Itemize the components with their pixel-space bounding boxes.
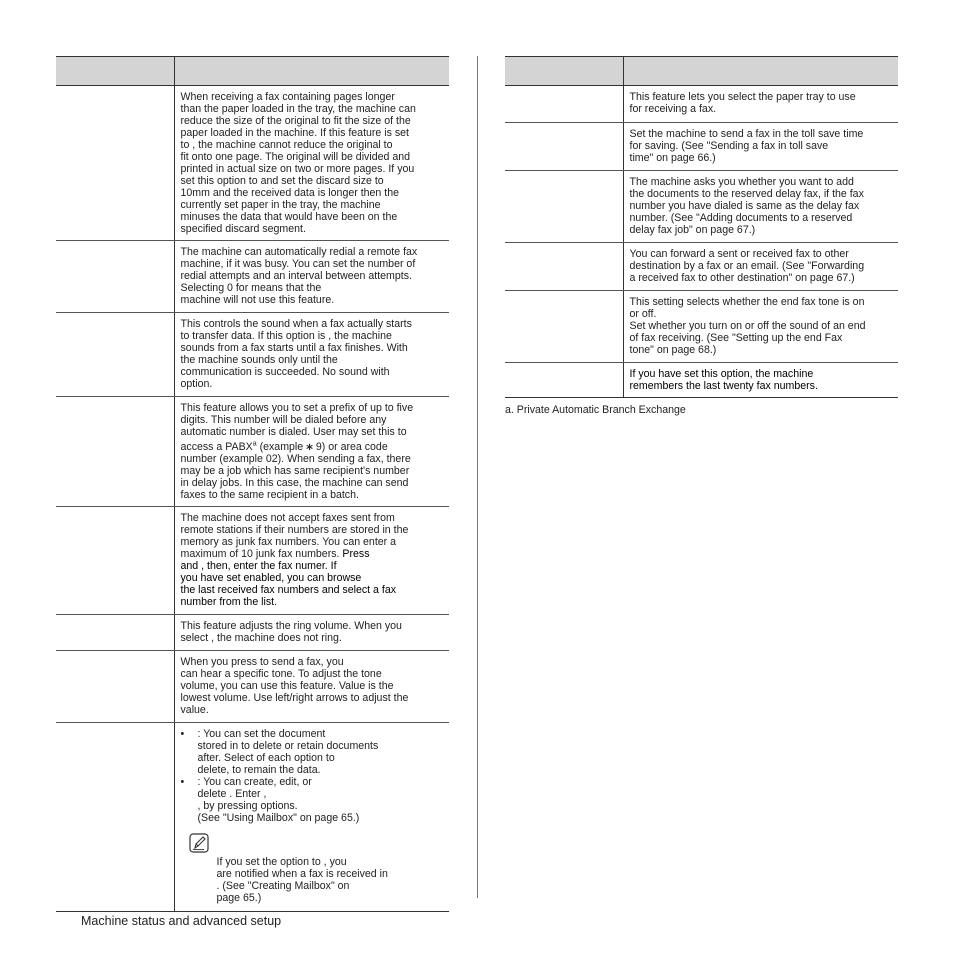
table-header-row — [56, 57, 449, 86]
row-description: If you have set this option, the machine remembers the last twenty fax numbers. — [629, 368, 818, 392]
table-row — [56, 723, 449, 912]
row-description: Set the machine to send a fax in the toll save time for saving. (See "Sending a fax in toll save time" on page 66.) — [629, 128, 864, 164]
footnote: a. Private Automatic Branch Exchange — [505, 404, 686, 416]
table-row — [56, 507, 449, 615]
table-row — [505, 86, 898, 123]
row-description: The machine does not accept faxes sent from remote stations if their numbers are stored in the memory as junk fax numbers. You can enter a maximum of 10 junk fax numbers. Press and , then, enter the fax numer. If you have set enabled, you can browse the last received fax numbers and select a fax number from the list. — [180, 512, 409, 608]
option-cell — [56, 507, 174, 615]
option-cell — [505, 291, 623, 363]
row-description: When you press to send a fax, you can hear a specific tone. To adjust the tone volume, you can use this feature. Value is the lowest volume. Use left/right arrows to adjust the value. — [180, 656, 409, 716]
row-description: This controls the sound when a fax actually starts to transfer data. If this option is , the machine sounds from a fax starts until a fax finishes. With the machine sounds only until the communication is succeeded. No sound with option. — [180, 318, 412, 390]
option-cell — [56, 397, 174, 507]
option-cell — [56, 313, 174, 397]
row-description: This setting selects whether the end fax tone is on or off. Set whether you turn on or off the sound of an end of fax receiving. (See "Setting up the end Fax tone" on page 68.) — [629, 296, 866, 356]
option-cell — [505, 363, 623, 398]
option-cell — [505, 123, 623, 171]
row-description: This feature lets you select the paper tray to use for receiving a fax. — [629, 91, 856, 115]
row-description: When receiving a fax containing pages longer than the paper loaded in the tray, the machine can reduce the size of the original to fit the size of the paper loaded in the machine. If this feature is set to , the machine cannot reduce the original to fit onto one page. The original will be divided and printed in actual size on two or more pages. If you set this option to and set the discard size to 10mm and the received data is longer then the currently set paper in the tray, the machine minuses the data that would have been on the specified discard segment. — [180, 91, 416, 235]
page-footer: Machine status and advanced setup — [81, 914, 282, 928]
star-key-icon: ⁎ — [306, 438, 313, 453]
option-cell — [56, 615, 174, 651]
option-cell — [505, 171, 623, 243]
option-cell — [505, 243, 623, 291]
table-row — [56, 313, 449, 397]
table-row — [505, 243, 898, 291]
row-description: The machine can automatically redial a remote fax machine, if it was busy. You can set the number of redial attempts and an interval between attempts. Selecting 0 for means that the machine will not use this feature. — [180, 246, 418, 306]
right-settings-table — [505, 56, 898, 398]
table-row — [56, 86, 449, 241]
option-cell — [56, 651, 174, 723]
option-cell — [56, 241, 174, 313]
row-description: The machine asks you whether you want to add the documents to the reserved delay fax, if the fax number you have dialed is same as the delay fax number. (See "Adding documents to a reserved delay fax job" on page 67.) — [629, 176, 864, 236]
column-divider — [477, 56, 478, 898]
option-cell — [56, 723, 174, 912]
header-cell-option — [505, 57, 623, 86]
table-row — [505, 291, 898, 363]
note-pencil-icon — [189, 833, 209, 853]
table-row — [505, 123, 898, 171]
table-header-row — [505, 57, 898, 86]
row-description: This feature allows you to set a prefix of up to five digits. This number will be dialed before any automatic number is dialed. User may set this to access a PABX$^a$ (example ⁎ 9) or area code number (example 02). When sending a fax, there may be a job which has same recipient's number in delay jobs. In this case, the machine can send faxes to the same recipient in a batch. — [180, 402, 414, 501]
table-row — [56, 651, 449, 723]
table-row — [56, 241, 449, 313]
row-description: You can forward a sent or received fax to other destination by a fax or an email. (See "Forwarding a received fax to other destination" on page 67.) — [629, 248, 865, 284]
left-settings-table — [56, 56, 449, 912]
header-cell-description — [623, 57, 898, 86]
header-cell-option — [56, 57, 174, 86]
bullet-item: • : You can create, edit, or delete . Enter , , by pressing options. (See "Using Mailbox" on page 65.) — [180, 776, 360, 824]
table-row — [56, 397, 449, 507]
row-description: This feature adjusts the ring volume. When you select , the machine does not ring. — [180, 620, 402, 644]
note-box: If you set the option to , you are notified when a fax is received in . (See "Creating Mailbox" on page 65.) — [181, 832, 444, 904]
table-row — [505, 363, 898, 398]
footnote-mark: a — [252, 440, 257, 448]
table-row — [505, 171, 898, 243]
option-cell — [505, 86, 623, 123]
option-cell — [56, 86, 174, 241]
table-row — [56, 615, 449, 651]
bullet-item: • : You can set the document stored in to delete or retain documents after. Select of each option to delete, to remain the data. — [180, 728, 379, 776]
header-cell-description — [174, 57, 449, 86]
